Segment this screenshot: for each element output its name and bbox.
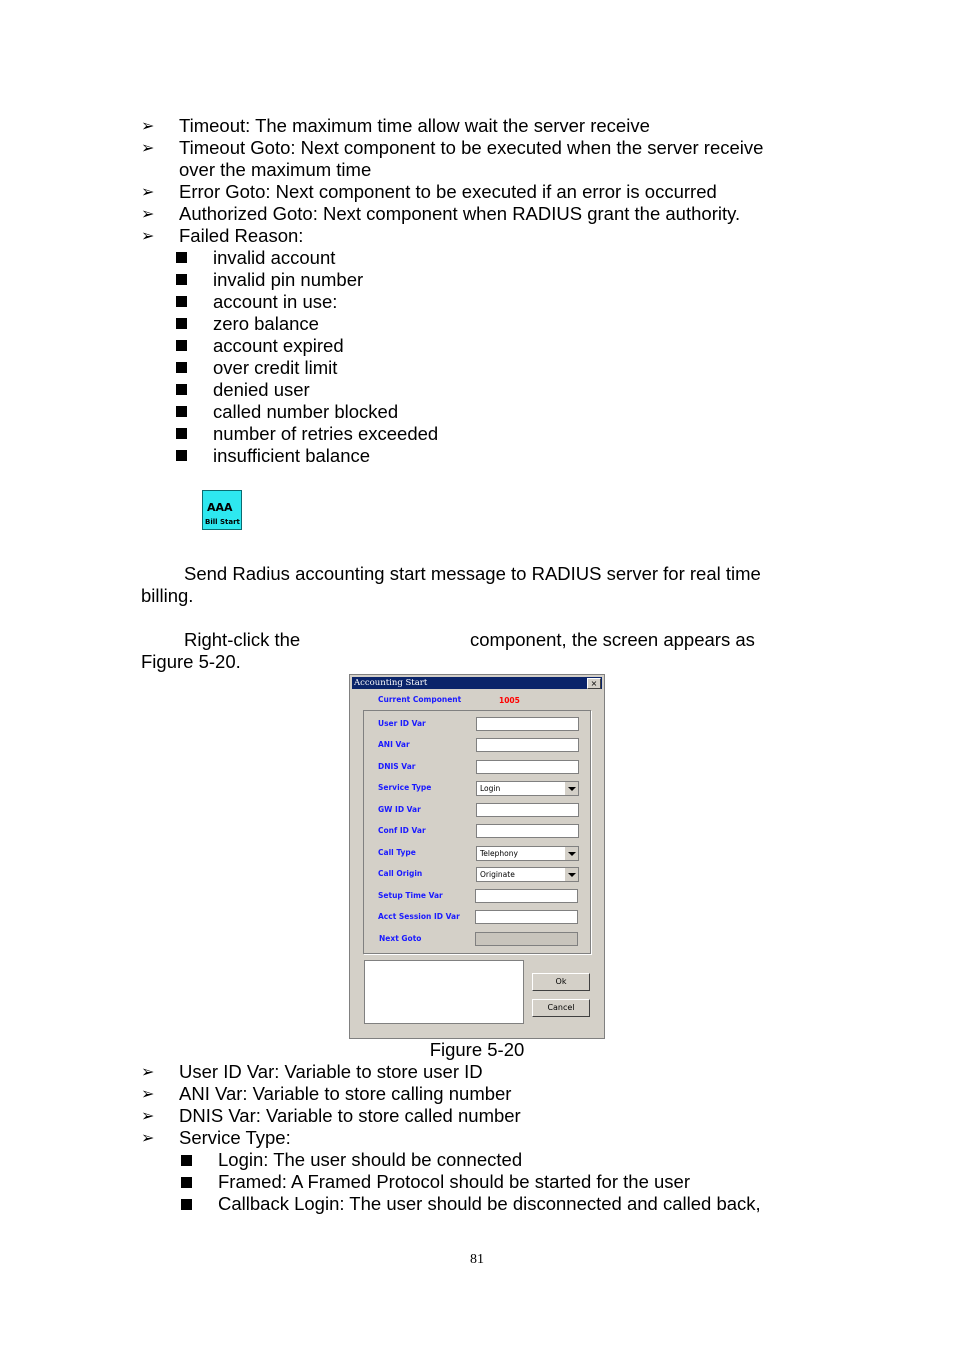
square-bullet-icon — [176, 406, 187, 417]
square-bullet-icon — [181, 1155, 192, 1166]
call-type-value: Telephony — [480, 849, 518, 858]
call-origin-select[interactable] — [476, 867, 579, 882]
reason-item: account expired — [213, 335, 344, 356]
reason-item: called number blocked — [213, 401, 399, 422]
bullet-user-id-var: User ID Var: Variable to store user ID — [179, 1061, 483, 1082]
rightclick-text-3: Figure 5-20. — [141, 651, 241, 672]
bullet-authorized-goto: Authorized Goto: Next component when RADIUS grant the authority. — [179, 203, 741, 224]
acct-session-id-var-input[interactable] — [475, 910, 578, 924]
square-bullet-icon — [176, 296, 187, 307]
ani-var-input[interactable] — [476, 738, 579, 752]
service-type-item: Login: The user should be connected — [218, 1149, 523, 1170]
arrow-bullet-icon: ➢ — [141, 204, 155, 223]
square-bullet-icon — [176, 428, 187, 439]
square-bullet-icon — [176, 252, 187, 263]
square-bullet-icon — [176, 384, 187, 395]
ani-var-label: ANI Var — [378, 740, 410, 749]
acct-session-id-var-label: Acct Session ID Var — [378, 912, 460, 921]
description-line-2: billing. — [141, 585, 194, 606]
bullet-timeout-goto-cont: over the maximum time — [179, 159, 372, 180]
reason-item: invalid pin number — [213, 269, 364, 290]
call-origin-value: Originate — [480, 870, 515, 879]
arrow-bullet-icon: ➢ — [141, 226, 155, 245]
setup-time-var-label: Setup Time Var — [378, 891, 443, 900]
service-type-item: Framed: A Framed Protocol should be started for the user — [218, 1171, 690, 1192]
rightclick-text-1: Right-click the — [184, 629, 301, 650]
square-bullet-icon — [176, 362, 187, 373]
page-number: 81 — [470, 1252, 484, 1267]
reason-item: insufficient balance — [213, 445, 371, 466]
setup-time-var-input[interactable] — [475, 889, 578, 903]
next-goto-field — [475, 932, 578, 946]
call-type-select[interactable] — [476, 846, 579, 861]
aaa-icon-text: AAA — [207, 501, 233, 514]
conf-id-var-label: Conf ID Var — [378, 826, 426, 835]
arrow-bullet-icon: ➢ — [141, 182, 155, 201]
gw-id-var-label: GW ID Var — [378, 805, 421, 814]
dialog-titlebar — [352, 677, 602, 689]
conf-id-var-input[interactable] — [476, 824, 579, 838]
service-type-value: Login — [480, 784, 501, 793]
reason-item: denied user — [213, 379, 310, 400]
arrow-bullet-icon: ➢ — [141, 1128, 155, 1147]
reason-item: account in use: — [213, 291, 338, 312]
call-type-label: Call Type — [378, 848, 416, 857]
reason-item: zero balance — [213, 313, 319, 334]
chevron-down-icon[interactable] — [565, 847, 578, 860]
arrow-bullet-icon: ➢ — [141, 1084, 155, 1103]
description-line-1: Send Radius accounting start message to RADIUS server for real time — [184, 563, 761, 584]
ok-button[interactable]: Ok — [532, 973, 590, 991]
service-type-select[interactable] — [476, 781, 579, 796]
notes-textarea[interactable] — [364, 960, 524, 1024]
cancel-button[interactable]: Cancel — [532, 999, 590, 1017]
arrow-bullet-icon: ➢ — [141, 116, 155, 135]
figure-caption: Figure 5-20 — [429, 1039, 525, 1060]
arrow-bullet-icon: ➢ — [141, 138, 155, 157]
service-type-label: Service Type — [378, 783, 432, 792]
arrow-bullet-icon: ➢ — [141, 1062, 155, 1081]
call-origin-label: Call Origin — [378, 869, 423, 878]
bill-start-icon-text: Bill Start — [205, 518, 240, 526]
dnis-var-input[interactable] — [476, 760, 579, 774]
bullet-timeout: Timeout: The maximum time allow wait the server receive — [179, 115, 650, 136]
arrow-bullet-icon: ➢ — [141, 1106, 155, 1125]
reason-item: over credit limit — [213, 357, 338, 378]
square-bullet-icon — [181, 1199, 192, 1210]
bullet-service-type: Service Type: — [179, 1127, 291, 1148]
next-goto-label: Next Goto — [379, 934, 422, 943]
dialog-title: Accounting Start — [354, 678, 428, 688]
gw-id-var-input[interactable] — [476, 803, 579, 817]
current-component-label: Current Component — [378, 695, 462, 704]
user-id-var-label: User ID Var — [378, 719, 426, 728]
service-type-item: Callback Login: The user should be disconnected and called back, — [218, 1193, 761, 1214]
aaa-bill-start-icon — [202, 490, 242, 530]
square-bullet-icon — [176, 450, 187, 461]
square-bullet-icon — [181, 1177, 192, 1188]
reason-item: number of retries exceeded — [213, 423, 439, 444]
square-bullet-icon — [176, 274, 187, 285]
bullet-timeout-goto: Timeout Goto: Next component to be executed when the server receive — [179, 137, 764, 158]
square-bullet-icon — [176, 318, 187, 329]
chevron-down-icon[interactable] — [565, 868, 578, 881]
bullet-error-goto: Error Goto: Next component to be executed if an error is occurred — [179, 181, 717, 202]
rightclick-text-2: component, the screen appears as — [470, 629, 755, 650]
square-bullet-icon — [176, 340, 187, 351]
close-icon[interactable]: × — [587, 678, 601, 689]
bullet-ani-var: ANI Var: Variable to store calling number — [179, 1083, 512, 1104]
user-id-var-input[interactable] — [476, 717, 579, 731]
current-component-value: 1005 — [499, 696, 520, 705]
bullet-failed-reason: Failed Reason: — [179, 225, 304, 246]
reason-item: invalid account — [213, 247, 336, 268]
chevron-down-icon[interactable] — [565, 782, 578, 795]
dnis-var-label: DNIS Var — [378, 762, 416, 771]
accounting-start-dialog — [349, 674, 605, 1039]
bullet-dnis-var: DNIS Var: Variable to store called number — [179, 1105, 521, 1126]
